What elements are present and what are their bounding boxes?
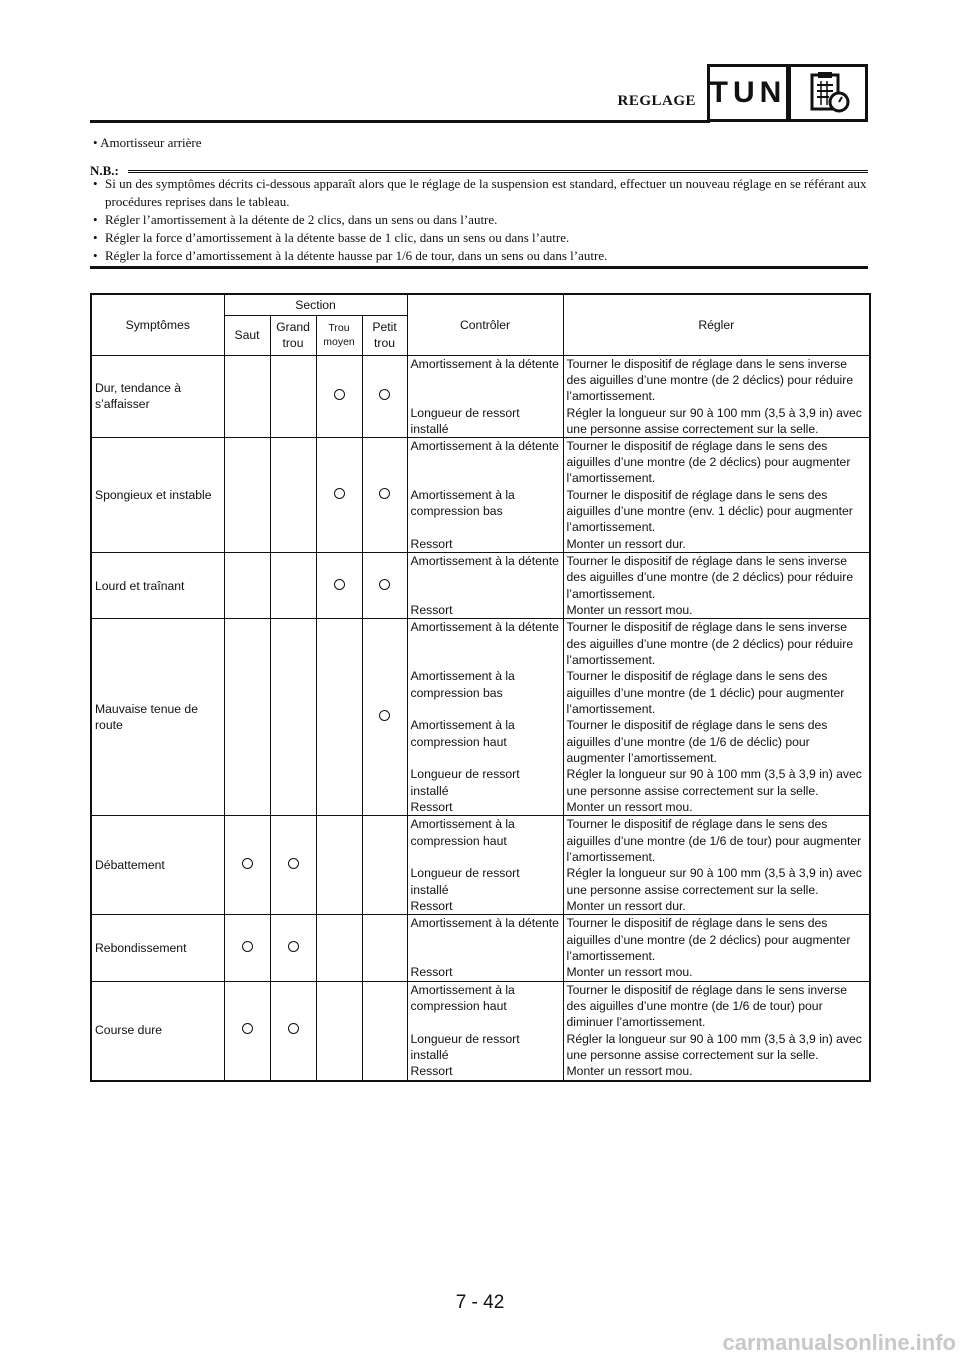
section-mark-cell bbox=[270, 553, 316, 619]
header-petit-trou: Petit trou bbox=[362, 315, 407, 355]
section-mark-cell bbox=[224, 619, 270, 816]
check-item: Ressort bbox=[410, 965, 453, 980]
adjust-cell bbox=[563, 355, 870, 437]
header-trou-moyen: Trou moyen bbox=[316, 315, 362, 355]
check-item: Amortissement à la compression bas bbox=[410, 669, 515, 700]
note-list bbox=[93, 175, 868, 265]
section-mark-cell bbox=[270, 981, 316, 1081]
check-item: Amortissement à la détente bbox=[410, 438, 559, 453]
adjust-cell bbox=[563, 981, 870, 1081]
adjust-item: Monter un ressort mou. bbox=[566, 965, 693, 980]
section-mark-cell bbox=[316, 915, 362, 981]
adjust-item: Tourner le dispositif de réglage dans le sens des aiguilles d’une montre (de 2 déclics) pour augmenter l’amortissement. bbox=[566, 438, 851, 486]
header-symptoms: Symptômes bbox=[91, 294, 224, 355]
circle-mark-icon bbox=[334, 488, 345, 499]
circle-mark-icon bbox=[288, 941, 299, 952]
symptom-cell: Spongieux et instable bbox=[91, 437, 224, 552]
section-mark-cell bbox=[362, 619, 407, 816]
circle-mark-icon bbox=[379, 488, 390, 499]
check-item: Amortissement à la détente bbox=[410, 356, 559, 371]
table-row bbox=[91, 437, 870, 552]
check-item: Amortissement à la détente bbox=[410, 916, 559, 931]
adjust-item: Tourner le dispositif de réglage dans le sens inverse des aiguilles d’une montre (de 1/6 de tour) pour diminuer l’amortissement. bbox=[566, 982, 848, 1029]
adjust-item: Tourner le dispositif de réglage dans le sens des aiguilles d’une montre (de 2 déclics) pour augmenter l’amortissement. bbox=[566, 916, 851, 963]
adjust-item: Régler la longueur sur 90 à 100 mm (3,5 à 3,9 in) avec une personne assise correctement sur la selle. Monter un ressort dur. bbox=[566, 866, 862, 913]
check-cell bbox=[407, 553, 563, 619]
note-item: • Régler l’amortissement à la détente de 2 clics, dans un sens ou dans l’autre. bbox=[93, 211, 868, 229]
circle-mark-icon bbox=[334, 579, 345, 590]
circle-mark-icon bbox=[242, 858, 253, 869]
circle-mark-icon bbox=[379, 389, 390, 400]
adjust-cell bbox=[563, 915, 870, 981]
note-item: • Régler la force d’amortissement à la détente basse de 1 clic, dans un sens ou dans l’autre. bbox=[93, 229, 868, 247]
check-item: Amortissement à la compression haut bbox=[410, 982, 515, 1013]
adjust-item: Tourner le dispositif de réglage dans le sens inverse des aiguilles d’une montre (de 2 déclics) pour réduire l’amortissement. bbox=[566, 554, 854, 601]
check-item: Ressort bbox=[410, 536, 453, 551]
symptom-cell: Lourd et traînant bbox=[91, 553, 224, 619]
check-cell bbox=[407, 816, 563, 915]
adjust-item: Monter un ressort mou. bbox=[566, 603, 693, 618]
check-item: Longueur de ressort installé Ressort bbox=[410, 1031, 520, 1078]
header-regler: Régler bbox=[563, 294, 870, 355]
header-controler: Contrôler bbox=[407, 294, 563, 355]
section-mark-cell bbox=[362, 437, 407, 552]
header-rule bbox=[90, 120, 710, 123]
adjust-item: Tourner le dispositif de réglage dans le sens des aiguilles d’une montre (env. 1 déclic) pour augmenter l’amortissement. bbox=[566, 487, 853, 535]
intro-bullet: • Amortisseur arrière bbox=[93, 135, 202, 150]
circle-mark-icon bbox=[379, 710, 390, 721]
check-cell bbox=[407, 619, 563, 816]
adjust-cell bbox=[563, 816, 870, 915]
section-mark-cell bbox=[224, 355, 270, 437]
circle-mark-icon bbox=[379, 579, 390, 590]
section-mark-cell bbox=[316, 619, 362, 816]
symptom-cell: Rebondissement bbox=[91, 915, 224, 981]
intro-bullet-text: Amortisseur arrière bbox=[100, 135, 202, 150]
section-mark-cell bbox=[362, 553, 407, 619]
symptom-cell: Débattement bbox=[91, 816, 224, 915]
adjust-item: Tourner le dispositif de réglage dans le sens des aiguilles d’une montre (de 1/6 de tour) pour augmenter l’amortissement. bbox=[566, 817, 862, 864]
note-rule bbox=[128, 170, 868, 173]
section-mark-cell bbox=[224, 816, 270, 915]
section-mark-cell bbox=[362, 981, 407, 1081]
section-mark-cell bbox=[224, 981, 270, 1081]
check-item: Longueur de ressort installé Ressort bbox=[410, 767, 520, 814]
check-cell bbox=[407, 437, 563, 552]
adjust-item: Tourner le dispositif de réglage dans le sens inverse des aiguilles d’une montre (de 2 déclics) pour réduire l’amortissement. bbox=[566, 620, 854, 667]
adjust-cell bbox=[563, 619, 870, 816]
section-mark-cell bbox=[316, 816, 362, 915]
adjust-cell bbox=[563, 437, 870, 552]
adjust-item: Tourner le dispositif de réglage dans le sens des aiguilles d’une montre (de 1 déclic) pour augmenter l’amortissement. bbox=[566, 669, 845, 716]
check-cell bbox=[407, 981, 563, 1081]
check-item: Amortissement à la détente bbox=[410, 620, 559, 635]
adjust-item: Monter un ressort dur. bbox=[566, 536, 686, 551]
check-item: Amortissement à la compression haut bbox=[410, 718, 515, 749]
section-title: REGLAGE bbox=[617, 93, 696, 109]
table-row bbox=[91, 816, 870, 915]
circle-mark-icon bbox=[242, 941, 253, 952]
section-mark-cell bbox=[270, 437, 316, 552]
adjust-item: Tourner le dispositif de réglage dans le sens inverse des aiguilles d’une montre (de 2 déclics) pour réduire l’amortissement. bbox=[566, 356, 854, 403]
suspension-tuning-table bbox=[90, 293, 871, 1082]
header-section: Section bbox=[224, 294, 407, 315]
section-mark-cell bbox=[316, 981, 362, 1081]
section-mark-cell bbox=[270, 355, 316, 437]
check-cell bbox=[407, 915, 563, 981]
section-mark-cell bbox=[362, 355, 407, 437]
table-row bbox=[91, 619, 870, 816]
adjust-item: Régler la longueur sur 90 à 100 mm (3,5 à 3,9 in) avec une personne assise correctement sur la selle. Monter un ressort mou. bbox=[566, 767, 862, 814]
watermark: carmanualsonline.info bbox=[722, 1330, 956, 1355]
header-saut: Saut bbox=[224, 315, 270, 355]
symptom-cell: Dur, tendance à s’affaisser bbox=[91, 355, 224, 437]
section-mark-cell bbox=[224, 915, 270, 981]
section-mark-cell bbox=[362, 915, 407, 981]
adjust-item: Régler la longueur sur 90 à 100 mm (3,5 à 3,9 in) avec une personne assise correctement sur la selle. Monter un ressort mou. bbox=[566, 1031, 862, 1078]
circle-mark-icon bbox=[288, 1023, 299, 1034]
check-cell bbox=[407, 355, 563, 437]
section-mark-cell bbox=[316, 355, 362, 437]
section-mark-cell bbox=[224, 437, 270, 552]
section-mark-cell bbox=[270, 619, 316, 816]
clipboard-stopwatch-icon bbox=[788, 64, 868, 122]
check-item: Amortissement à la compression bas bbox=[410, 487, 515, 519]
adjust-item: Régler la longueur sur 90 à 100 mm (3,5 à 3,9 in) avec une personne assise correctement sur la selle. bbox=[566, 405, 862, 436]
note-label: N.B.: bbox=[90, 163, 119, 178]
note-item: • Régler la force d’amortissement à la détente hausse par 1/6 de tour, dans un sens ou dans l’autre. bbox=[93, 247, 868, 265]
circle-mark-icon bbox=[334, 389, 345, 400]
section-mark-cell bbox=[270, 915, 316, 981]
section-mark-cell bbox=[362, 816, 407, 915]
adjust-item: Tourner le dispositif de réglage dans le sens des aiguilles d’une montre (de 1/6 de déclic) pour augmenter l’amortissement. bbox=[566, 718, 828, 765]
circle-mark-icon bbox=[242, 1023, 253, 1034]
check-item: Amortissement à la détente bbox=[410, 554, 559, 569]
check-item: Longueur de ressort installé Ressort bbox=[410, 866, 520, 913]
section-mark-cell bbox=[224, 553, 270, 619]
section-code-badge: TUN bbox=[707, 64, 789, 122]
circle-mark-icon bbox=[288, 858, 299, 869]
symptom-cell: Mauvaise tenue de route bbox=[91, 619, 224, 816]
symptom-cell: Course dure bbox=[91, 981, 224, 1081]
adjust-cell bbox=[563, 553, 870, 619]
check-item: Ressort bbox=[410, 603, 453, 618]
note-bottom-rule bbox=[90, 266, 868, 269]
table-row bbox=[91, 915, 870, 981]
section-mark-cell bbox=[270, 816, 316, 915]
note-item: • Si un des symptômes décrits ci-dessous apparaît alors que le réglage de la suspension est standard, effectuer un nouveau réglage en se référant aux procédures reprises dans le tableau. bbox=[93, 175, 868, 211]
table-row bbox=[91, 553, 870, 619]
section-mark-cell bbox=[316, 553, 362, 619]
table-row bbox=[91, 355, 870, 437]
header-grand-trou: Grand trou bbox=[270, 315, 316, 355]
table-row bbox=[91, 981, 870, 1081]
section-mark-cell bbox=[316, 437, 362, 552]
check-item: Longueur de ressort installé bbox=[410, 405, 520, 436]
check-item: Amortissement à la compression haut bbox=[410, 817, 515, 848]
page-number: 7 - 42 bbox=[455, 1292, 505, 1313]
